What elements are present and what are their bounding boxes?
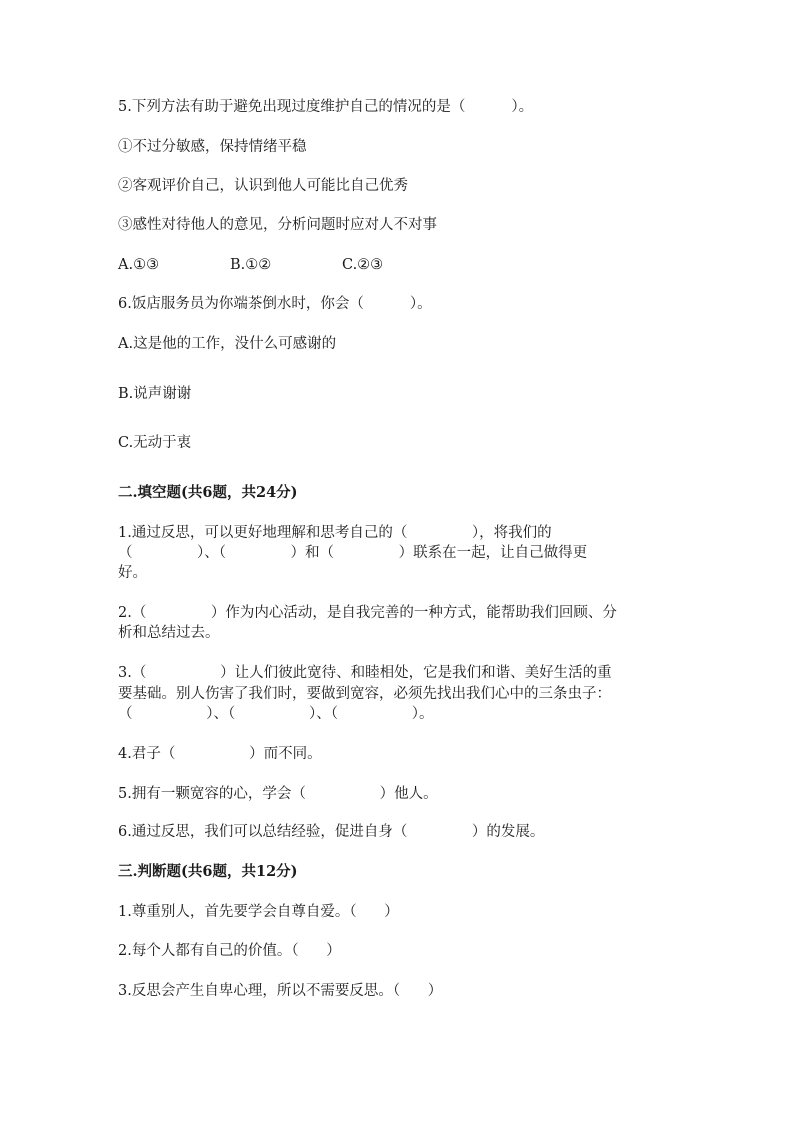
section3-title: 三.判断题(共6题，共12分) bbox=[118, 863, 298, 880]
q5-item-2: ②客观评价自己，认识到他人可能比自己优秀 bbox=[118, 178, 408, 194]
fill-q2-line2: 析和总结过去。 bbox=[118, 625, 220, 641]
fill-q6: 6.通过反思，我们可以总结经验，促进自身（ ）的发展。 bbox=[118, 824, 545, 840]
q6-option-a: A.这是他的工作，没什么可感谢的 bbox=[118, 336, 337, 352]
judge-q3: 3.反思会产生自卑心理，所以不需要反思。（ ） bbox=[118, 983, 443, 999]
section2-title: 二.填空题(共6题，共24分) bbox=[118, 484, 298, 501]
q5-item-3: ③感性对待他人的意见，分析问题时应对人不对事 bbox=[118, 217, 437, 233]
fill-q3-line3: （ ）、（ ）、（ ）。 bbox=[118, 706, 434, 722]
judge-q2: 2.每个人都有自己的价值。（ ） bbox=[118, 943, 341, 959]
fill-q2-line1: 2.（ ）作为内心活动，是自我完善的一种方式，能帮助我们回顾、分 bbox=[118, 605, 617, 621]
fill-q1-line1: 1.通过反思，可以更好地理解和思考自己的（ ），将我们的 bbox=[118, 525, 552, 541]
fill-q3-line2: 要基础。别人伤害了我们时，要做到宽容，必须先找出我们心中的三条虫子： bbox=[118, 686, 611, 702]
q5-option-b: B.①② bbox=[230, 257, 272, 273]
fill-q1-line3: 好。 bbox=[118, 565, 147, 581]
q5-stem: 5.下列方法有助于避免出现过度维护自己的情况的是（ ）。 bbox=[118, 99, 534, 115]
q5-item-1: ①不过分敏感，保持情绪平稳 bbox=[118, 139, 307, 155]
q5-option-c: C.②③ bbox=[342, 257, 384, 273]
fill-q4: 4.君子（ ）而不同。 bbox=[118, 746, 322, 762]
q6-option-c: C.无动于衷 bbox=[118, 435, 192, 451]
q6-option-b: B.说声谢谢 bbox=[118, 386, 192, 402]
judge-q1: 1.尊重别人，首先要学会自尊自爱。（ ） bbox=[118, 904, 399, 920]
fill-q1-line2: （ ）、（ ）和（ ）联系在一起，让自己做得更 bbox=[118, 545, 588, 561]
fill-q5: 5.拥有一颗宽容的心，学会（ ）他人。 bbox=[118, 786, 438, 802]
q5-option-a: A.①③ bbox=[118, 257, 160, 273]
fill-q3-line1: 3.（ ）让人们彼此宽待、和睦相处，它是我们和谐、美好生活的重 bbox=[118, 665, 612, 681]
q6-stem: 6.饭店服务员为你端茶倒水时，你会（ ）。 bbox=[118, 296, 432, 312]
